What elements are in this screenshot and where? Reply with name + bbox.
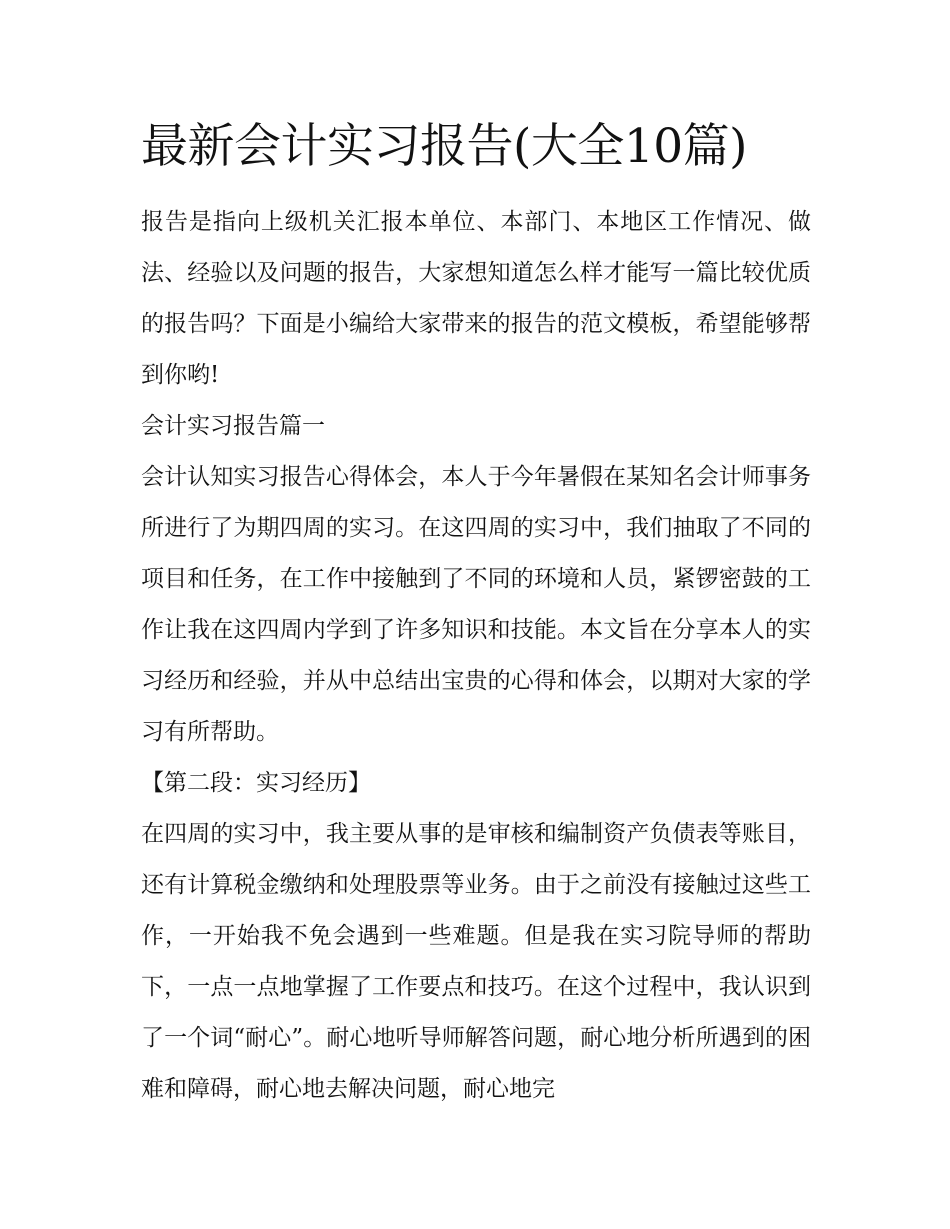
section-heading-experience: 【第二段：实习经历】 (141, 770, 371, 796)
document-body (141, 197, 811, 1115)
section-heading-part-one: 会计实习报告篇一 (141, 413, 325, 439)
body-paragraph: 在四周的实习中，我主要从事的是审核和编制资产负债表等账目，还有计算税金缴纳和处理股票等业务。由于之前没有接触过这些工作，一开始我不免会遇到一些难题。但是我在实习院导师的帮助下，一点一点地掌握了工作要点和技巧。在这个过程中，我认识到了一个词“耐心”。耐心地听导师解答问题，耐心地分析所遇到的困难和障碍，耐心地去解决问题，耐心地完 (141, 821, 811, 1102)
document-title: 最新会计实习报告(大全10篇) (141, 119, 747, 174)
intro-paragraph: 报告是指向上级机关汇报本单位、本部门、本地区工作情况、做法、经验以及问题的报告，大家想知道怎么样才能写一篇比较优质的报告吗？下面是小编给大家带来的报告的范文模板，希望能够帮到你哟! (141, 209, 811, 388)
body-paragraph: 会计认知实习报告心得体会，本人于今年暑假在某知名会计师事务所进行了为期四周的实习。在这四周的实习中，我们抽取了不同的项目和任务，在工作中接触到了不同的环境和人员，紧锣密鼓的工作让我在这四周内学到了许多知识和技能。本文旨在分享本人的实习经历和经验，并从中总结出宝贵的心得和体会，以期对大家的学习有所帮助。 (141, 464, 811, 745)
